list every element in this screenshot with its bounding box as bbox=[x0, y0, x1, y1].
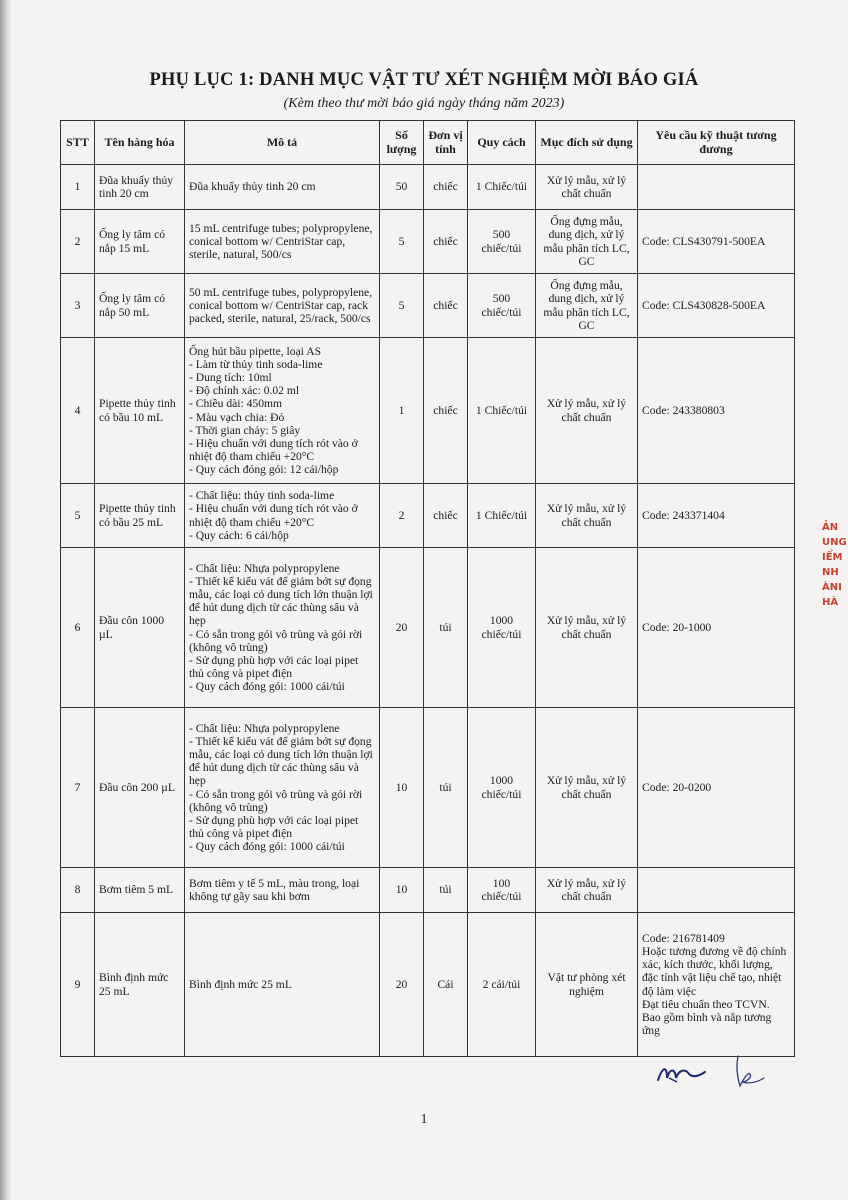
cell-stt: 7 bbox=[61, 708, 95, 868]
cell-unit: chiếc bbox=[424, 484, 468, 548]
scan-edge-shadow bbox=[0, 0, 12, 1200]
cell-unit: chiếc bbox=[424, 210, 468, 274]
cell-pack: 100 chiếc/túi bbox=[468, 868, 536, 913]
cell-name: Đầu côn 200 µL bbox=[95, 708, 185, 868]
cell-desc: 15 mL centrifuge tubes; polypropylene, conical bottom w/ CentriStar cap, sterile, natural, 500/cs bbox=[185, 210, 380, 274]
cell-pack: 1000 chiếc/túi bbox=[468, 548, 536, 708]
cell-desc: Đũa khuấy thủy tinh 20 cm bbox=[185, 165, 380, 210]
header-purpose: Mục đích sử dụng bbox=[536, 121, 638, 165]
cell-stt: 5 bbox=[61, 484, 95, 548]
cell-name: Đầu côn 1000 µL bbox=[95, 548, 185, 708]
cell-spec: Code: 243371404 bbox=[638, 484, 795, 548]
cell-stt: 4 bbox=[61, 338, 95, 484]
cell-qty: 5 bbox=[380, 274, 424, 338]
cell-spec: Code: 243380803 bbox=[638, 338, 795, 484]
items-table bbox=[60, 120, 795, 1057]
cell-desc: - Chất liệu: Nhựa polypropylene - Thiết kế kiểu vát để giảm bớt sự đọng mẫu, các loại có dung tích lớn thuận lợi để hút dung dịch từ các thùng sâu và hẹp - Có sẵn trong gói vô trùng và gói rời (không vô trùng) - Sử dụng phù hợp với các loại pipet thủ công và pipet điện - Quy cách đóng gói: 1000 cái/túi bbox=[185, 548, 380, 708]
cell-pack: 1000 chiếc/túi bbox=[468, 708, 536, 868]
cell-spec: Code: 20-0200 bbox=[638, 708, 795, 868]
page-title: PHỤ LỤC 1: DANH MỤC VẬT TƯ XÉT NGHIỆM MỜI BÁO GIÁ bbox=[149, 70, 699, 90]
cell-pack: 1 Chiếc/túi bbox=[468, 165, 536, 210]
cell-desc: - Chất liệu: Nhựa polypropylene - Thiết kế kiểu vát để giảm bớt sự đọng mẫu, các loại có dung tích lớn thuận lợi để hút dung dịch từ các thùng sâu và hẹp - Có sẵn trong gói vô trùng và gói rời (không vô trùng) - Sử dụng phù hợp với các loại pipet thủ công và pipet điện - Quy cách đóng gói: 1000 cái/túi bbox=[185, 708, 380, 868]
header-row bbox=[61, 121, 795, 165]
cell-pack: 1 Chiếc/túi bbox=[468, 338, 536, 484]
cell-qty: 2 bbox=[380, 484, 424, 548]
header-desc: Mô tả bbox=[185, 121, 380, 165]
header-spec: Yêu cầu kỹ thuật tương đương bbox=[638, 121, 795, 165]
cell-desc: 50 mL centrifuge tubes, polypropylene, conical bottom w/ CentriStar cap, rack packed, sterile, natural, 25/rack, 500/cs bbox=[185, 274, 380, 338]
cell-purpose: Vật tư phòng xét nghiệm bbox=[536, 913, 638, 1057]
header-stt: STT bbox=[61, 121, 95, 165]
cell-unit: túi bbox=[424, 548, 468, 708]
cell-stt: 1 bbox=[61, 165, 95, 210]
cell-desc: Ống hút bầu pipette, loại AS - Làm từ thủy tinh soda-lime - Dung tích: 10ml - Độ chính xác: 0.02 ml - Chiều dài: 450mm - Màu vạch chia: Đỏ - Thời gian chảy: 5 giây - Hiệu chuẩn với dung tích rót vào ở nhiệt độ tham chiếu +20°C - Quy cách đóng gói: 12 cái/hộp bbox=[185, 338, 380, 484]
cell-purpose: Xử lý mẫu, xử lý chất chuẩn bbox=[536, 548, 638, 708]
cell-unit: túi bbox=[424, 868, 468, 913]
cell-spec bbox=[638, 868, 795, 913]
cell-purpose: Ống đựng mẫu, dung dịch, xử lý mẫu phân tích LC, GC bbox=[536, 274, 638, 338]
cell-pack: 500 chiếc/túi bbox=[468, 210, 536, 274]
table-row bbox=[61, 708, 795, 868]
cell-purpose: Xử lý mẫu, xử lý chất chuẩn bbox=[536, 708, 638, 868]
page-subtitle: (Kèm theo thư mời báo giá ngày tháng năm 2023) bbox=[283, 96, 565, 111]
cell-purpose: Xử lý mẫu, xử lý chất chuẩn bbox=[536, 338, 638, 484]
cell-name: Ống ly tâm có nắp 50 mL bbox=[95, 274, 185, 338]
cell-stt: 6 bbox=[61, 548, 95, 708]
page-number: 1 bbox=[420, 1112, 428, 1127]
cell-pack: 1 Chiếc/túi bbox=[468, 484, 536, 548]
cell-stt: 3 bbox=[61, 274, 95, 338]
cell-qty: 5 bbox=[380, 210, 424, 274]
cell-unit: túi bbox=[424, 708, 468, 868]
table-body bbox=[61, 165, 795, 1057]
table-row bbox=[61, 274, 795, 338]
cell-unit: chiếc bbox=[424, 274, 468, 338]
cell-stt: 8 bbox=[61, 868, 95, 913]
cell-unit: chiếc bbox=[424, 338, 468, 484]
signature-1 bbox=[655, 1058, 710, 1088]
header-unit: Đơn vị tính bbox=[424, 121, 468, 165]
cell-qty: 1 bbox=[380, 338, 424, 484]
cell-name: Bơm tiêm 5 mL bbox=[95, 868, 185, 913]
cell-qty: 10 bbox=[380, 708, 424, 868]
cell-desc: - Chất liệu: thủy tinh soda-lime - Hiệu chuẩn với dung tích rót vào ở nhiệt độ tham chiếu +20°C - Quy cách: 6 cái/hộp bbox=[185, 484, 380, 548]
cell-purpose: Xử lý mẫu, xử lý chất chuẩn bbox=[536, 868, 638, 913]
cell-unit: chiếc bbox=[424, 165, 468, 210]
cell-unit: Cái bbox=[424, 913, 468, 1057]
cell-spec: Code: CLS430791-500EA bbox=[638, 210, 795, 274]
cell-purpose: Xử lý mẫu, xử lý chất chuẩn bbox=[536, 484, 638, 548]
signature-2 bbox=[728, 1052, 768, 1094]
cell-qty: 20 bbox=[380, 913, 424, 1057]
header-pack: Quy cách bbox=[468, 121, 536, 165]
stamp-fragment: ẢN UNG IỂM NH ÀNI HÀ bbox=[822, 522, 847, 608]
cell-desc: Bơm tiêm y tế 5 mL, màu trong, loại không tự gãy sau khi bơm bbox=[185, 868, 380, 913]
cell-qty: 20 bbox=[380, 548, 424, 708]
cell-stt: 2 bbox=[61, 210, 95, 274]
cell-pack: 2 cái/túi bbox=[468, 913, 536, 1057]
cell-name: Đũa khuấy thủy tinh 20 cm bbox=[95, 165, 185, 210]
table-row bbox=[61, 165, 795, 210]
table-row bbox=[61, 338, 795, 484]
header-qty: Số lượng bbox=[380, 121, 424, 165]
cell-spec: Code: 20-1000 bbox=[638, 548, 795, 708]
cell-purpose: Ống đựng mẫu, dung dịch, xử lý mẫu phân tích LC, GC bbox=[536, 210, 638, 274]
table-row bbox=[61, 548, 795, 708]
cell-desc: Bình định mức 25 mL bbox=[185, 913, 380, 1057]
cell-name: Bình định mức 25 mL bbox=[95, 913, 185, 1057]
cell-purpose: Xử lý mẫu, xử lý chất chuẩn bbox=[536, 165, 638, 210]
header-name: Tên hàng hóa bbox=[95, 121, 185, 165]
cell-spec: Code: 216781409 Hoặc tương đương về độ chính xác, kích thước, khối lượng, đặc tính vật liệu chế tạo, nhiệt độ làm việc Đạt tiêu chuẩn theo TCVN. Bao gồm bình và nắp tương ứng bbox=[638, 913, 795, 1057]
table-row bbox=[61, 868, 795, 913]
cell-name: Pipette thủy tinh có bầu 25 mL bbox=[95, 484, 185, 548]
cell-name: Pipette thủy tinh có bầu 10 mL bbox=[95, 338, 185, 484]
table-row bbox=[61, 210, 795, 274]
table-row bbox=[61, 484, 795, 548]
cell-name: Ống ly tâm có nắp 15 mL bbox=[95, 210, 185, 274]
cell-qty: 50 bbox=[380, 165, 424, 210]
cell-spec: Code: CLS430828-500EA bbox=[638, 274, 795, 338]
cell-qty: 10 bbox=[380, 868, 424, 913]
cell-stt: 9 bbox=[61, 913, 95, 1057]
cell-pack: 500 chiếc/túi bbox=[468, 274, 536, 338]
cell-spec bbox=[638, 165, 795, 210]
table-row bbox=[61, 913, 795, 1057]
